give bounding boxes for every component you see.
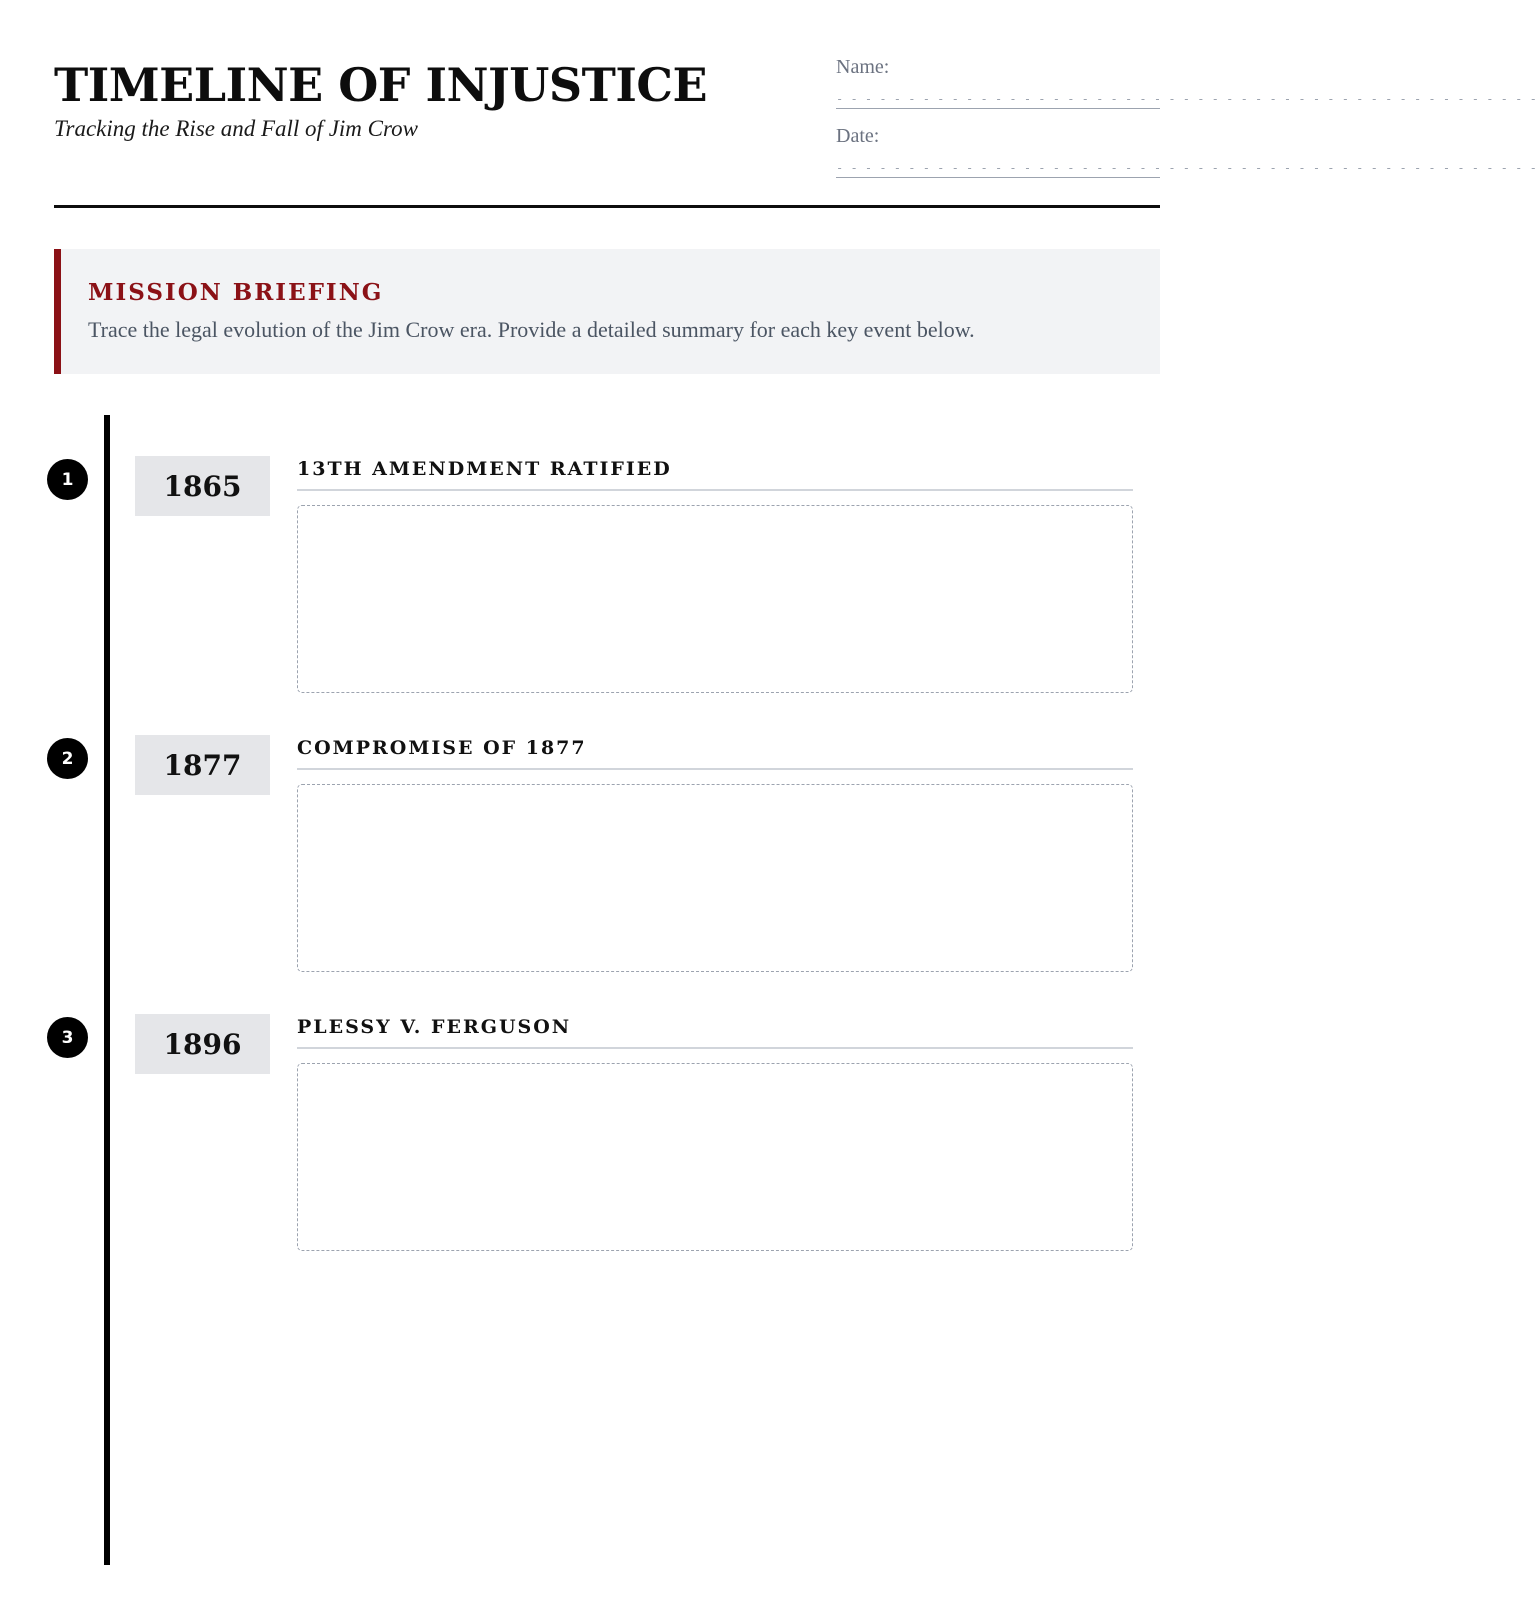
event-year: 1865 — [135, 456, 270, 516]
event-number-marker: 3 — [47, 1017, 88, 1058]
briefing-text: Trace the legal evolution of the Jim Crow era. Provide a detailed summary for each key event below. — [88, 317, 975, 342]
event-year: 1896 — [135, 1014, 270, 1074]
name-label: Name: — [836, 56, 890, 78]
mission-briefing — [54, 249, 1160, 374]
name-field[interactable]: - - - - - - - - - - - - - - - - - - - - - - - - - - - - - - - - - - - - - - - - - - - - - - - - - — [836, 95, 1160, 109]
event-number-marker: 1 — [47, 459, 88, 500]
event-title: PLESSY V. FERGUSON — [297, 1016, 572, 1038]
date-label: Date: — [836, 125, 880, 147]
timeline-event — [0, 456, 1200, 726]
event-title: 13TH AMENDMENT RATIFIED — [297, 458, 672, 480]
timeline-event — [0, 1014, 1200, 1284]
event-summary-box[interactable] — [297, 505, 1133, 693]
event-number-marker: 2 — [47, 738, 88, 779]
event-title-divider — [297, 489, 1133, 491]
briefing-title: MISSION BRIEFING — [88, 279, 384, 306]
event-title: COMPROMISE OF 1877 — [297, 737, 587, 759]
timeline-event — [0, 735, 1200, 1005]
event-summary-box[interactable] — [297, 1063, 1133, 1251]
event-title-divider — [297, 1047, 1133, 1049]
event-summary-box[interactable] — [297, 784, 1133, 972]
page-title: TIMELINE OF INJUSTICE — [54, 58, 708, 112]
event-year: 1877 — [135, 735, 270, 795]
header-divider — [54, 205, 1160, 208]
page-subtitle: Tracking the Rise and Fall of Jim Crow — [54, 116, 418, 141]
event-title-divider — [297, 768, 1133, 770]
date-field[interactable]: - - - - - - - - - - - - - - - - - - - - - - - - - - - - - - - - - - - - - - - - - - - - - - - - - — [836, 164, 1160, 178]
